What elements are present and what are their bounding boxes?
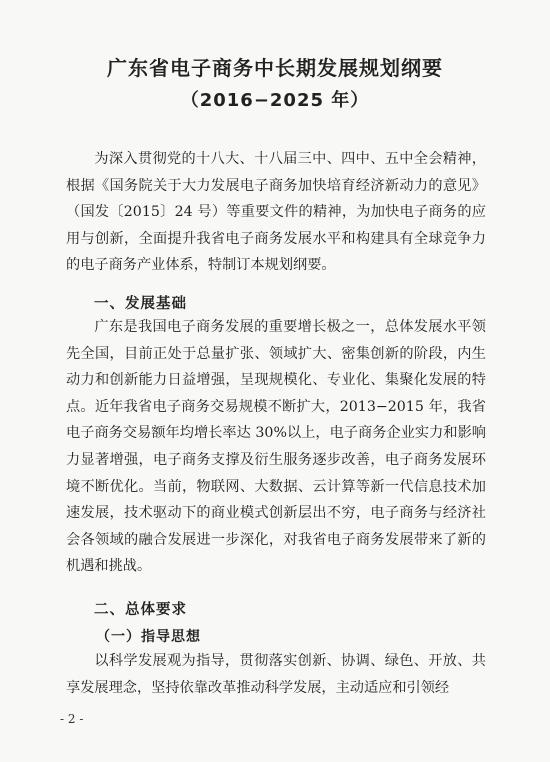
section-heading-general-requirements: 二、总体要求 — [94, 602, 187, 618]
subsection-heading-guiding-ideology: （一）指导思想 — [96, 629, 201, 645]
document-subtitle: （2016−2025 年） — [180, 90, 370, 111]
section-heading-development-basis: 一、发展基础 — [94, 296, 187, 312]
subsection-paragraph-guiding-ideology: 以科学发展观为指导，贯彻落实创新、协调、绿色、开放、共享发展理念，坚持依靠改革推动科学发展，主动适应和引领经 — [66, 653, 486, 696]
document-title: 广东省电子商务中长期发展规划纲要 — [107, 56, 443, 80]
section-paragraph-development-basis: 广东是我国电子商务发展的重要增长极之一，总体发展水平领先全国，目前正处于总量扩张、领域扩大、密集创新的阶段，内生动力和创新能力日益增强，呈现规模化、专业化、集聚化发展的特点。近年我省电子商务交易规模不断扩大，2013−2015 年，我省电子商务交易额年均增长率达 30%以上，电子商务企业实力和影响力显著增强，电子商务支撑及衍生服务逐步改善，电子商务发展环境不断优化。当前，物联网、大数据、云计算等新一代信息技术加速发展，技术驱动下的商业模式创新层出不穷，电子商务与经济社会各领域的融合发展进一步深化，对我省电子商务发展带来了新的机遇和挑战。 — [66, 319, 486, 575]
intro-paragraph: 为深入贯彻党的十八大、十八届三中、四中、五中全会精神，根据《国务院关于大力发展电子商务加快培育经济新动力的意见》（国发〔2015〕24 号）等重要文件的精神，为加快电子商务的应用与创新，全面提升我省电子商务发展水平和构建具有全球竞争力的电子商务产业体系，特制订本规划纲要。 — [66, 151, 486, 274]
page-number: - 2 - — [60, 712, 84, 726]
